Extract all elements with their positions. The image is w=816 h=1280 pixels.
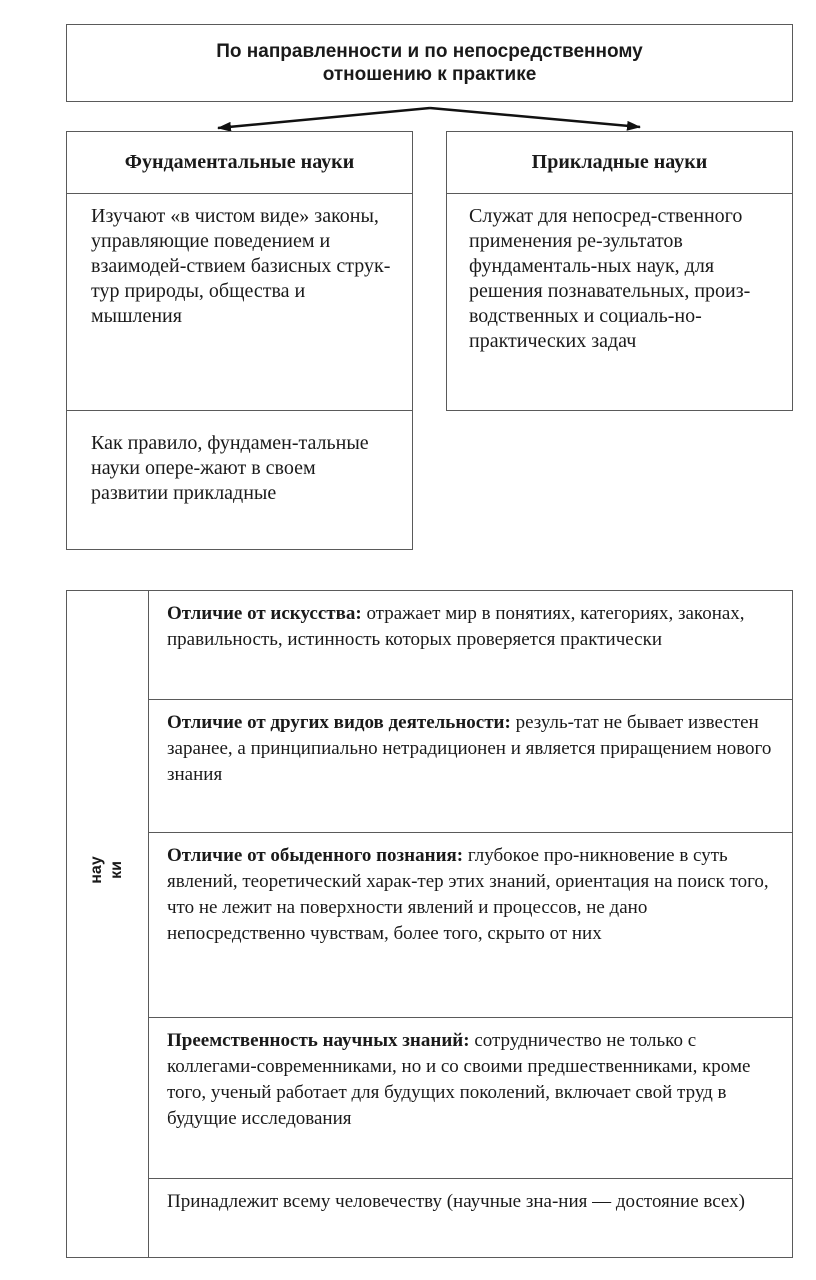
fundamental-note-box [66, 410, 413, 550]
science-feature-row [148, 1017, 793, 1179]
feature-title: Отличие от искусства: [167, 603, 362, 624]
applied-title-box [446, 131, 793, 194]
science-feature-row [148, 1178, 793, 1258]
science-label-line-1: нау [88, 856, 105, 884]
feature-text: Принадлежит всему человечеству (научные зна-ния — достояние всех) [167, 1191, 745, 1212]
header-line-1: По направленности и по непосредственному [216, 40, 643, 62]
science-feature-row [148, 590, 793, 700]
branch-arrows [0, 0, 816, 140]
science-label [67, 855, 147, 885]
fundamental-title: Фундаментальные науки [124, 151, 355, 173]
applied-title: Прикладные науки [531, 151, 708, 173]
feature-text: отражает мир в понятиях, категориях, законах, правильность, истинность которых проверяется практически [167, 603, 745, 650]
science-label-line-2: ки [108, 861, 125, 879]
fundamental-description-box [66, 193, 413, 411]
applied-description: Служат для непосред-ственного применения ре-зультатов фундаменталь-ных наук, для решения познавательных, произ-водственных и социаль-но-практических задач [469, 205, 751, 352]
science-feature-row [148, 832, 793, 1018]
feature-text: резуль-тат не бывает известен заранее, а принципиально нетрадиционен и является приращением нового знания [167, 712, 772, 785]
fundamental-note: Как правило, фундамен-тальные науки опере-жают в своем развитии прикладные [91, 432, 369, 504]
feature-text: сотрудничество не только с коллегами-современниками, но и со своими предшественниками, кроме того, ученый работает для будущих поколений, включает свой труд в будущие исследования [167, 1030, 751, 1129]
feature-title: Отличие от других видов деятельности: [167, 712, 511, 733]
arrow-right [430, 108, 640, 127]
fundamental-description: Изучают «в чистом виде» законы, управляющие поведением и взаимодей-ствием базисных струк-тур природы, общества и мышления [91, 205, 391, 327]
header-line-2: отношению к практике [322, 64, 537, 85]
applied-description-box [446, 193, 793, 411]
science-feature-row [148, 699, 793, 833]
feature-text: глубокое про-никновение в суть явлений, теоретический харак-тер этих знаний, ориентация на поиск того, что не лежит на поверхности явлений и процессов, не дано непосредственно чувствам, более того, скрыто от них [167, 845, 769, 944]
feature-title: Отличие от обыденного познания: [167, 845, 464, 866]
fundamental-title-box [66, 131, 413, 194]
feature-title: Преемственность научных знаний: [167, 1030, 470, 1051]
arrow-left [218, 108, 430, 128]
science-label-cell [66, 590, 148, 1258]
